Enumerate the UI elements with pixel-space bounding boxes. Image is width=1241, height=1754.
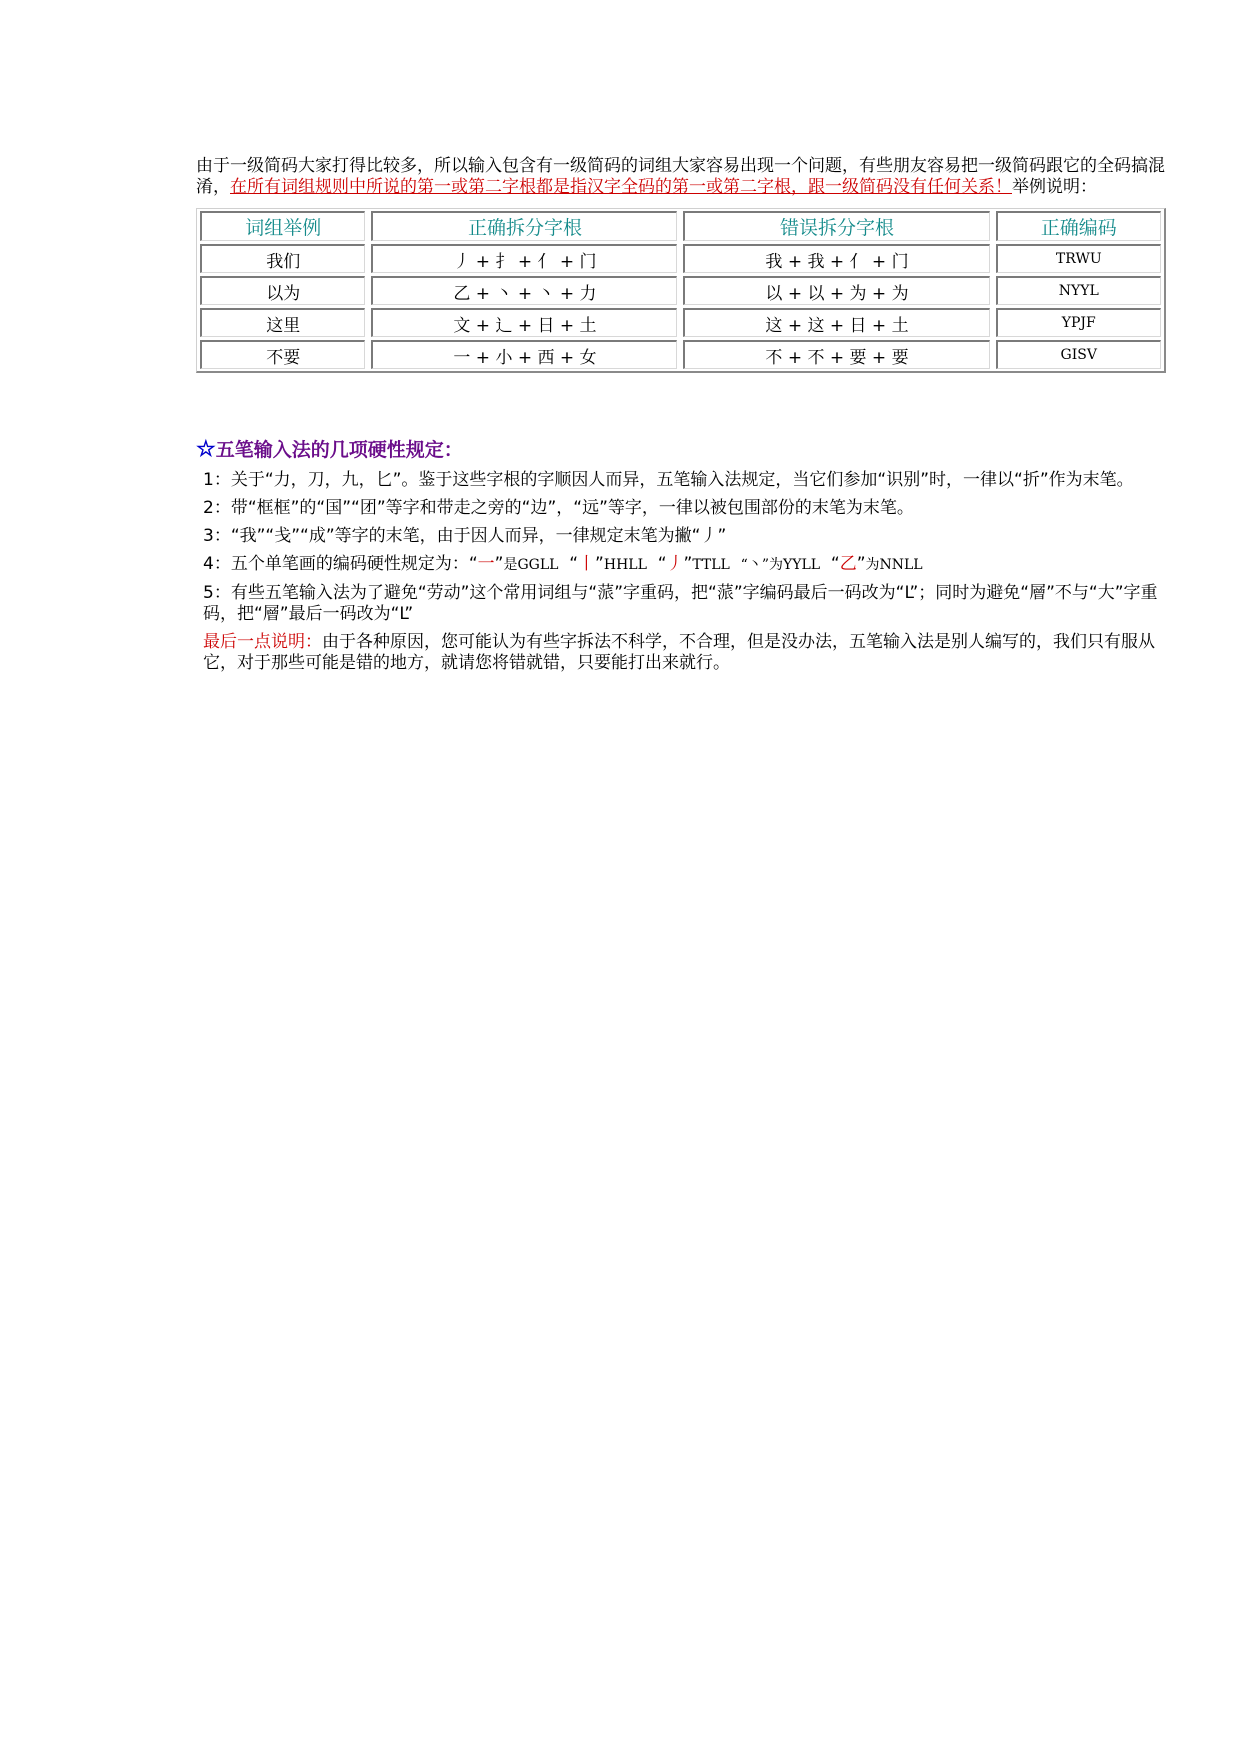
cell-correct-split: 乙 + 丶 + 丶 + 力 (371, 276, 677, 305)
rule-2: 2：带“框框”的“国”“团”等字和带走之旁的“边”，“远”等字，一律以被包围部份的末笔为末笔。 (203, 498, 914, 518)
stroke-2-open: “ (569, 554, 579, 574)
final-note (203, 632, 1168, 674)
stroke-3: 丿 (666, 554, 684, 574)
header-phrase: 词组举例 (200, 211, 365, 241)
document-content (196, 156, 1168, 681)
cell-wrong-split: 我 + 我 + 亻 + 门 (683, 244, 989, 273)
table-row (200, 244, 1161, 273)
stroke-2-code: HHLL (603, 557, 647, 573)
stroke-5-open: “ (830, 554, 840, 574)
intro-paragraph (196, 156, 1168, 198)
table-header-row (200, 211, 1161, 241)
stroke-2: 丨 (578, 554, 596, 574)
cell-code: TRWU (996, 244, 1161, 273)
cell-phrase: 以为 (200, 276, 365, 305)
stroke-3-open: “ (657, 554, 667, 574)
star-icon: ☆ (196, 436, 216, 462)
cell-phrase: 不要 (200, 340, 365, 369)
cell-correct-split: 一 + 小 + 西 + 女 (371, 340, 677, 369)
cell-code: GISV (996, 340, 1161, 369)
cell-phrase: 我们 (200, 244, 365, 273)
section-title (196, 435, 1168, 462)
stroke-2-close: ” (595, 554, 604, 574)
table-row (200, 276, 1161, 305)
cell-correct-split: 丿 + 扌 + 亻 + 门 (371, 244, 677, 273)
example-label: 举例说明： (1012, 177, 1097, 197)
rules-list (196, 470, 1168, 674)
header-correct-code: 正确编码 (996, 211, 1161, 241)
rule-4 (203, 554, 1168, 576)
rule-5: 5：有些五笔输入法为了避免“劳动”这个常用词组与“蒎”字重码，把“蒎”字编码最后一码改为“L”；同时为避免“層”不与“大”字重码，把“層”最后一码改为“L” (203, 583, 1158, 624)
stroke-4: “丶”为YYLL (740, 557, 821, 573)
intro-text: 由于一级简码大家打得比较多，所以输入包含有一级简码的词组大家容易出现一个问题，有些朋友容易把一级简码跟它的全码搞混淆， (196, 156, 1165, 197)
stroke-3-code: TTLL (692, 557, 730, 573)
stroke-1-code: 是GGLL (503, 557, 559, 573)
stroke-1: 一 (477, 554, 495, 574)
stroke-1-open: “ (468, 554, 478, 574)
table-row (200, 340, 1161, 369)
example-table-frame (196, 208, 1166, 373)
final-note-label: 最后一点说明： (203, 632, 322, 652)
cell-phrase: 这里 (200, 308, 365, 337)
header-wrong-split: 错误拆分字根 (683, 211, 989, 241)
section-title-text: 五笔输入法的几项硬性规定： (215, 439, 463, 461)
cell-wrong-split: 这 + 这 + 日 + 土 (683, 308, 989, 337)
example-table (194, 208, 1167, 372)
stroke-5-close: ” (856, 554, 866, 574)
header-correct-split: 正确拆分字根 (371, 211, 677, 241)
stroke-5: 乙 (839, 554, 857, 574)
rule-3: 3：“我”“戋”“成”等字的末笔，由于因人而异，一律规定末笔为撇“丿” (203, 526, 727, 546)
stroke-3-close: ” (683, 554, 693, 574)
rule-1: 1：关于“力，刀，九，匕”。鉴于这些字根的字顺因人而异，五笔输入法规定，当它们参加“识别”时，一律以“折”作为末笔。 (203, 470, 1134, 490)
stroke-1-close: ” (494, 554, 504, 574)
cell-code: NYYL (996, 276, 1161, 305)
final-note-text: 由于各种原因，您可能认为有些字拆法不科学，不合理，但是没办法，五笔输入法是别人编写的，我们只有服从它，对于那些可能是错的地方，就请您将错就错，只要能打出来就行。 (203, 632, 1155, 673)
cell-wrong-split: 不 + 不 + 要 + 要 (683, 340, 989, 369)
cell-code: YPJF (996, 308, 1161, 337)
cell-wrong-split: 以 + 以 + 为 + 为 (683, 276, 989, 305)
rule-4-prefix: 4：五个单笔画的编码硬性规定为： (203, 554, 469, 574)
warning-text: 在所有词组规则中所说的第一或第二字根都是指汉字全码的第一或第二字根，跟一级简码没有任何关系！ (230, 177, 1012, 197)
stroke-5-code: 为NNLL (865, 557, 923, 573)
table-row (200, 308, 1161, 337)
cell-correct-split: 文 + 辶 + 日 + 土 (371, 308, 677, 337)
